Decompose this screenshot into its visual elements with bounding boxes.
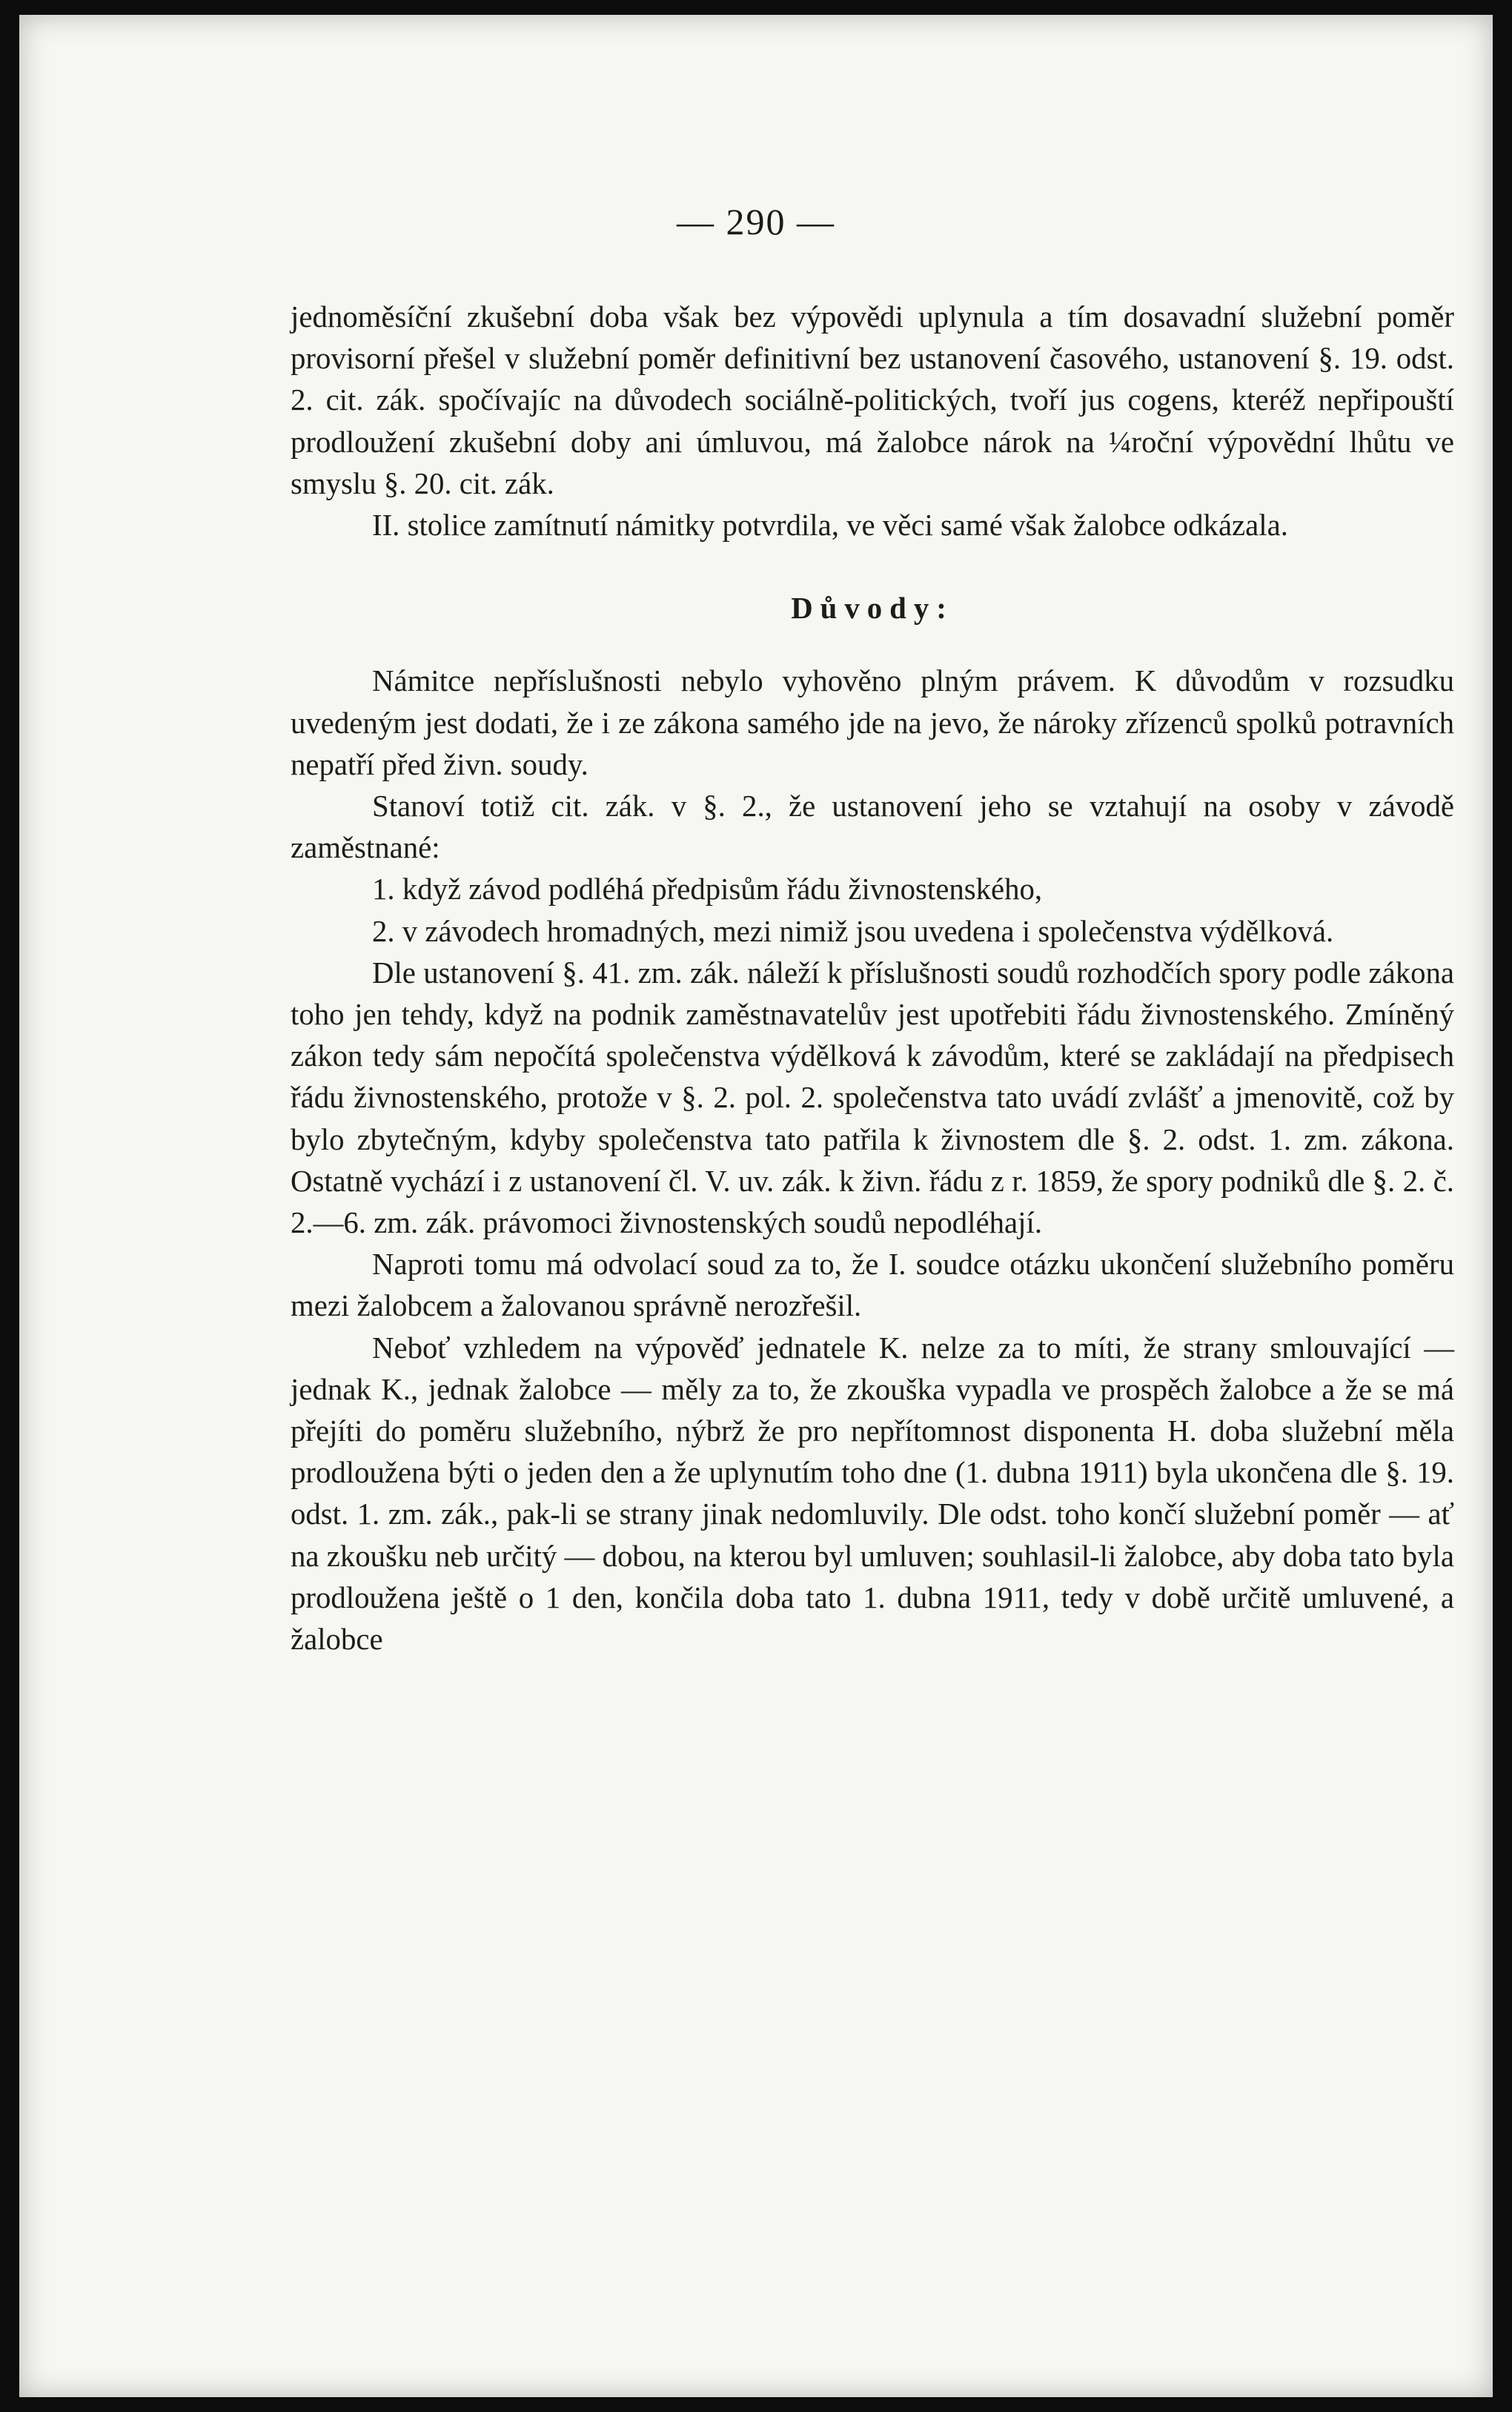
list-item-1: 1. když závod podléhá předpisům řádu živnostenského,: [372, 872, 1043, 907]
list-item-2: 2. v závodech hromadných, mezi nimiž jsou uvedena i společenstva výdělková.: [372, 914, 1334, 948]
section-heading: Důvody:: [791, 592, 954, 626]
body-text: [291, 296, 1454, 1660]
page-number: — 290 —: [677, 201, 835, 242]
paragraph-reason-3: Dle ustanovení §. 41. zm. zák. náleží k příslušnosti soudů rozhodčích spory podle zákona toho jen tehdy, když na podnik zaměstnavatelův jest upotřebiti řádu živnostenského. Zmíněný zákon tedy sám nepočítá společenstva výdělková k závodům, které se zakládají na předpisech řádu živnostenského, protože v §. 2. pol. 2. společenstva tato uvádí zvlášť a jmenovitě, což by bylo zbytečným, kdyby společenstva tato patřila k živnostem dle §. 2. odst. 1. zm. zákona. Ostatně vychází i z ustanovení čl. V. uv. zák. k živn. řádu z r. 1859, že spory podniků dle §. 2. č. 2.—6. zm. zák. právomoci živnostenských soudů nepodléhají.: [291, 955, 1454, 1240]
book-page: [19, 15, 1493, 2397]
paragraph-reason-4: Naproti tomu má odvolací soud za to, že I. soudce otázku ukončení služebního poměru mezi žalobcem a žalovanou správně nerozřešil.: [291, 1248, 1454, 1323]
paragraph-reason-5: Neboť vzhledem na výpověď jednatele K. nelze za to míti, že strany smlouvající — jednak K., jednak žalobce — měly za to, že zkouška vypadla ve prospěch žalobce a že se má přejíti do poměru služebního, nýbrž že pro nepřítomnost disponenta H. doba služební měla prodloužena býti o jeden den a že uplynutím toho dne (1. dubna 1911) byla ukončena dle §. 19. odst. 1. zm. zák., pak-li se strany jinak nedomluvily. Dle odst. toho končí služební poměr — ať na zkoušku neb určitý — dobou, na kterou byl umluven; souhlasil-li žalobce, aby doba tato byla prodloužena ještě o 1 den, končila doba tato 1. dubna 1911, tedy v době určitě umluvené, a žalobce: [291, 1331, 1454, 1657]
paragraph-reason-2: Stanoví totiž cit. zák. v §. 2., že ustanovení jeho se vztahují na osoby v závodě zaměstnané:: [291, 789, 1454, 865]
paragraph-reason-1: Námitce nepříslušnosti nebylo vyhověno plným právem. K důvodům v rozsudku uvedeným jest dodati, že i ze zákona samého jde na jevo, že nároky zřízenců spolků potravních nepatří před živn. soudy.: [291, 664, 1454, 781]
paragraph-continuation: jednoměsíční zkušební doba však bez výpovědi uplynula a tím dosavadní služební poměr provisorní přešel v služební poměr definitivní bez ustanovení časového, ustanovení §. 19. odst. 2. cit. zák. spočívajíc na důvodech sociálně-politických, tvoří jus cogens, kteréž nepřipouští prodloužení zkušební doby ani úmluvou, má žalobce nárok na ¼roční výpovědní lhůtu ve smyslu §. 20. cit. zák.: [291, 300, 1454, 500]
paragraph-second-instance: II. stolice zamítnutí námitky potvrdila, ve věci samé však žalobce odkázala.: [372, 508, 1288, 543]
